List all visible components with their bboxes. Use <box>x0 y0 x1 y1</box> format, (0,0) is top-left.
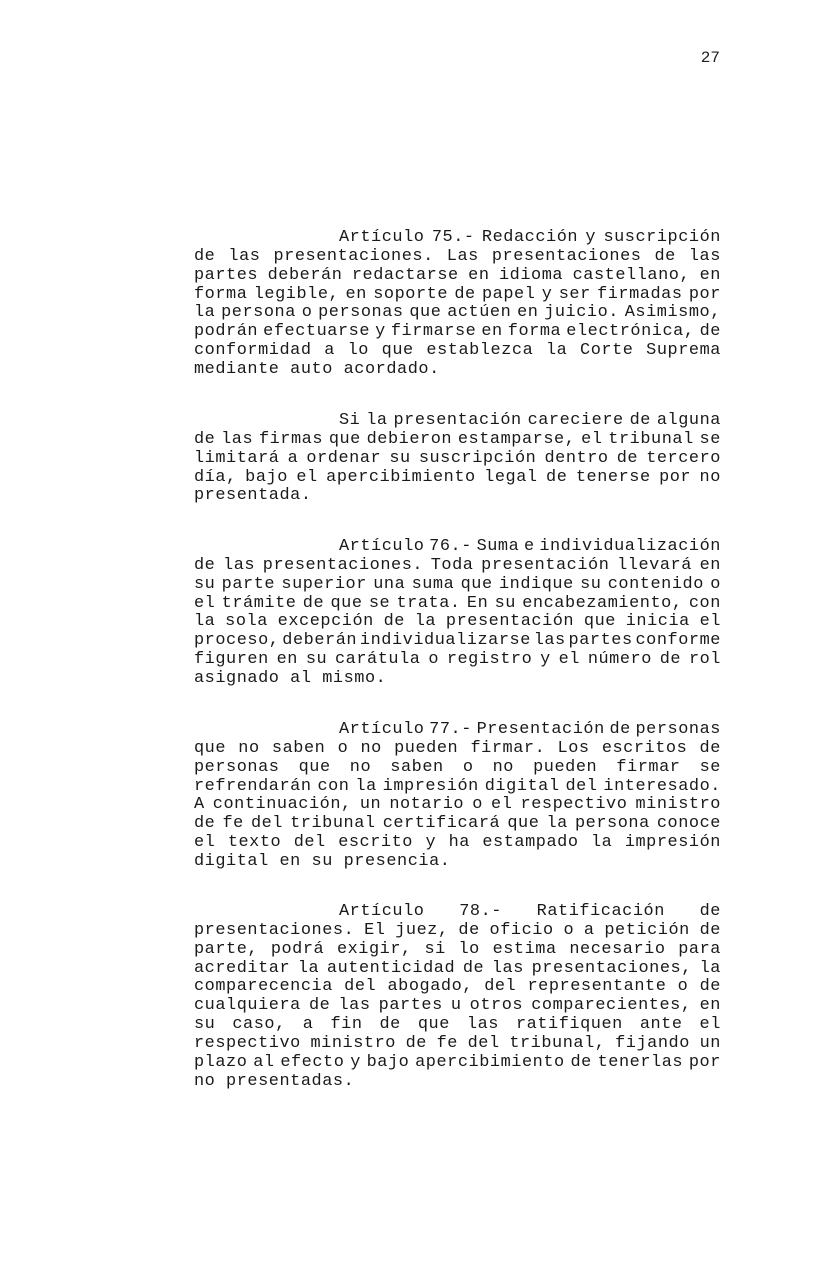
text-line: presentaciones. El juez, de oficio o a petición de <box>194 920 721 940</box>
article-heading-line: Artículo 76.- Suma e individualización <box>339 537 721 556</box>
text-line: presentada. <box>194 486 312 506</box>
article-75-second-paragraph <box>194 412 721 506</box>
text-line: refrendarán con la impresión digital del interesado. <box>194 776 721 796</box>
text-line: de fe del tribunal certificará que la persona conoce <box>194 814 721 834</box>
text-line: no presentadas. <box>194 1071 355 1091</box>
text-line: de las presentaciones. Toda presentación llevará en <box>194 555 721 575</box>
text-line: de las presentaciones. Las presentaciones de las <box>194 246 721 266</box>
article-heading-line: Artículo 78.- Ratificación de <box>339 902 721 921</box>
text-line: su caso, a fin de que las ratifiquen ante el <box>194 1015 721 1035</box>
text-line: limitará a ordenar su suscripción dentro de tercero <box>194 448 721 468</box>
text-line: respectivo ministro de fe del tribunal, fijando un <box>194 1033 721 1053</box>
text-line: partes deberán redactarse en idioma castellano, en <box>194 265 721 285</box>
article-75-paragraph <box>194 229 721 380</box>
text-line: el trámite de que se trata. En su encabezamiento, con <box>194 593 721 613</box>
text-line: podrán efectuarse y firmarse en forma electrónica, de <box>194 322 721 342</box>
article-78-paragraph <box>194 903 721 1091</box>
text-line: la sola excepción de la presentación que inicia el <box>194 612 721 632</box>
article-76-paragraph <box>194 538 721 689</box>
text-line: forma legible, en soporte de papel y ser firmadas por <box>194 284 721 304</box>
text-line: asignado al mismo. <box>194 668 387 688</box>
text-line: su parte superior una suma que indique su contenido o <box>194 574 721 594</box>
text-line: día, bajo el apercibimiento legal de tenerse por no <box>194 467 721 487</box>
text-line: A continuación, un notario o el respectivo ministro <box>194 795 721 815</box>
text-line: personas que no saben o no pueden firmar se <box>194 757 721 777</box>
text-line: de las firmas que debieron estamparse, el tribunal se <box>194 429 721 449</box>
text-line: comparecencia del abogado, del representante o de <box>194 977 721 997</box>
text-line: mediante auto acordado. <box>194 359 440 379</box>
text-line: plazo al efecto y bajo apercibimiento de tenerlas por <box>194 1052 721 1072</box>
text-line: conformidad a lo que establezca la Corte Suprema <box>194 341 721 361</box>
text-line: figuren en su carátula o registro y el número de rol <box>194 650 721 670</box>
text-line: la persona o personas que actúen en juicio. Asimismo, <box>194 303 721 323</box>
text-line: que no saben o no pueden firmar. Los escritos de <box>194 738 721 758</box>
text-line: cualquiera de las partes u otros comparecientes, en <box>194 996 721 1016</box>
text-line: el texto del escrito y ha estampado la impresión <box>194 833 721 853</box>
page-number: 27 <box>700 49 720 67</box>
text-line: acreditar la autenticidad de las presentaciones, la <box>194 958 721 978</box>
article-heading-line: Artículo 75.- Redacción y suscripción <box>339 228 721 247</box>
text-line: proceso, deberán individualizarse las partes conforme <box>194 631 721 651</box>
text-line: parte, podrá exigir, si lo estima necesario para <box>194 939 721 959</box>
article-heading-line: Artículo 77.- Presentación de personas <box>339 720 721 739</box>
article-77-paragraph <box>194 721 721 872</box>
text-line: digital en su presencia. <box>194 851 451 871</box>
paragraph-first-line: Si la presentación careciere de alguna <box>339 411 721 430</box>
